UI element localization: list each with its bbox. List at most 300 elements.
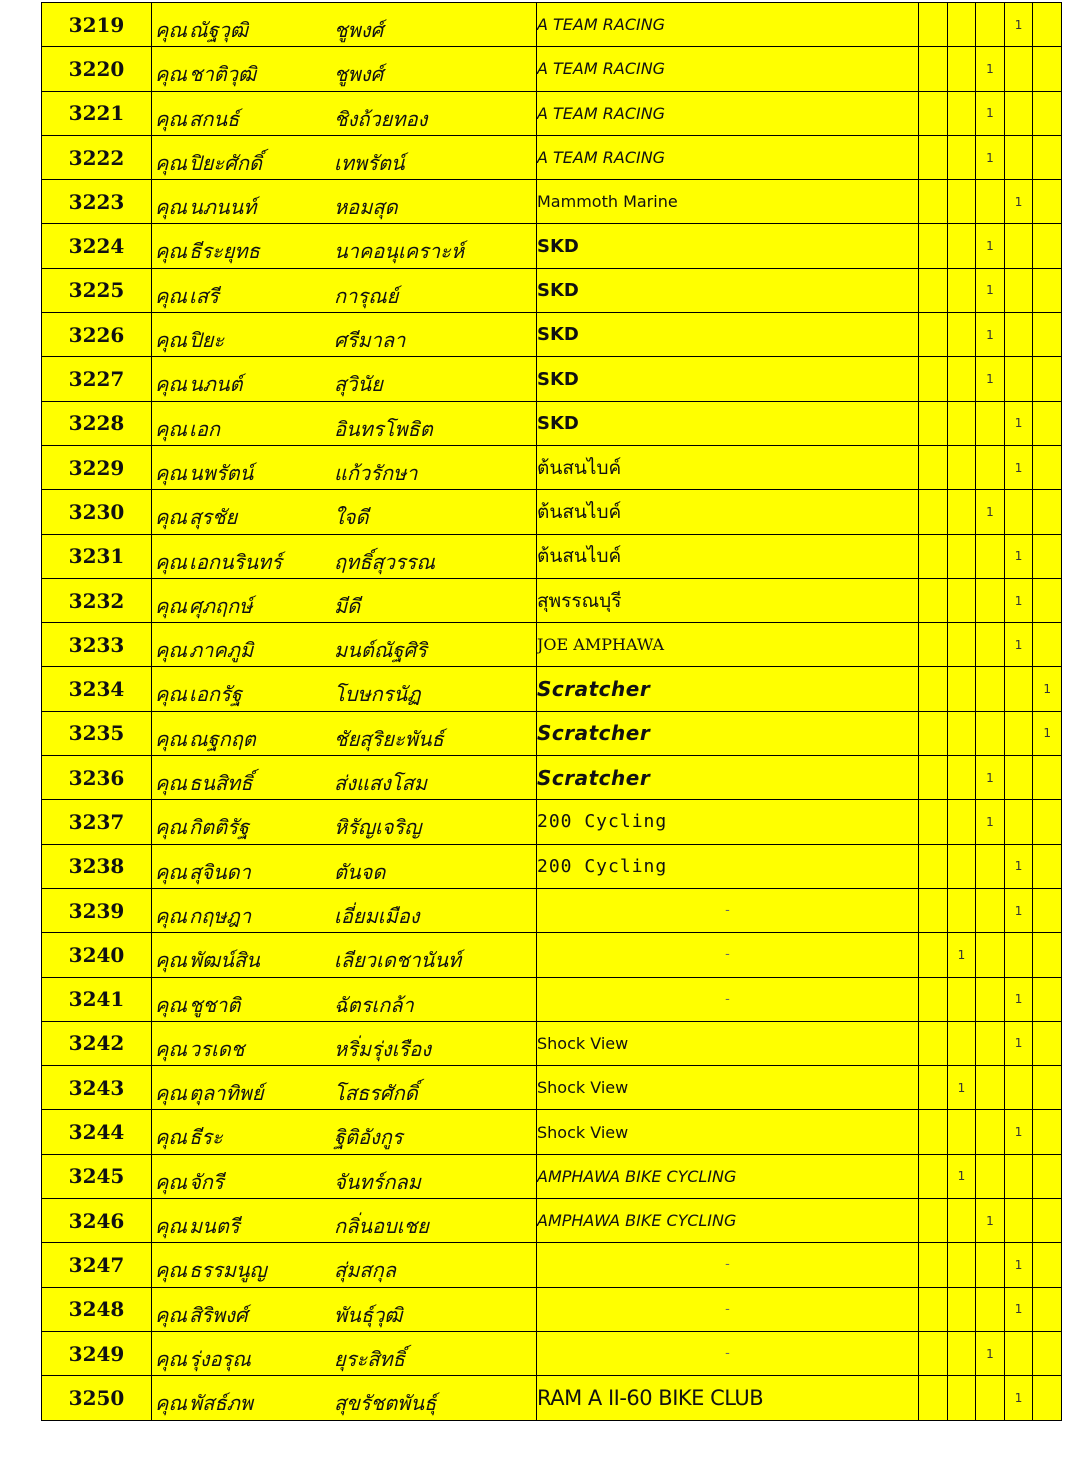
last-name: ศรีมาลา xyxy=(334,328,406,353)
last-name: นาคอนุเคราะห์ xyxy=(334,239,465,264)
category-mark-3: 1 xyxy=(976,313,1005,357)
participant-name-cell xyxy=(152,268,537,312)
category-mark-3 xyxy=(976,844,1005,888)
table-row xyxy=(42,91,1062,135)
name-title: คุณ xyxy=(155,815,187,840)
participant-name-cell xyxy=(152,224,537,268)
participant-number: 3242 xyxy=(42,1021,152,1065)
team-name: 200 Cycling xyxy=(537,844,919,888)
category-mark-1 xyxy=(919,3,948,47)
category-mark-5 xyxy=(1033,3,1062,47)
team-name: ต้นสนไบค์ xyxy=(537,445,919,489)
participant-name-cell xyxy=(152,1154,537,1198)
category-mark-2 xyxy=(947,490,976,534)
first-name: สกนธ์ xyxy=(189,106,240,131)
last-name: ฤทธิ์สุวรรณ xyxy=(334,549,435,574)
first-name: เอกนรินทร์ xyxy=(189,549,282,574)
participant-name-cell xyxy=(152,578,537,622)
participant-number: 3225 xyxy=(42,268,152,312)
table-row xyxy=(42,224,1062,268)
table-row xyxy=(42,1021,1062,1065)
category-mark-3 xyxy=(976,888,1005,932)
participant-number: 3229 xyxy=(42,445,152,489)
table-row xyxy=(42,1199,1062,1243)
name-title: คุณ xyxy=(155,18,187,42)
name-title: คุณ xyxy=(155,505,187,530)
category-mark-1 xyxy=(919,1331,948,1375)
category-mark-4 xyxy=(1004,135,1033,179)
category-mark-2 xyxy=(947,180,976,224)
category-mark-1 xyxy=(919,180,948,224)
team-name: 200 Cycling xyxy=(537,800,919,844)
participant-number: 3228 xyxy=(42,401,152,445)
category-mark-3 xyxy=(976,445,1005,489)
category-mark-1 xyxy=(919,268,948,312)
category-mark-2 xyxy=(947,756,976,800)
category-mark-5 xyxy=(1033,578,1062,622)
last-name: ตันจด xyxy=(334,859,386,884)
participant-number: 3233 xyxy=(42,623,152,667)
category-mark-2 xyxy=(947,3,976,47)
category-mark-3 xyxy=(976,1287,1005,1331)
category-mark-4: 1 xyxy=(1004,180,1033,224)
table-row xyxy=(42,1243,1062,1287)
team-name: - xyxy=(537,1287,919,1331)
name-title: คุณ xyxy=(155,328,187,353)
category-mark-3 xyxy=(976,623,1005,667)
category-mark-1 xyxy=(919,1154,948,1198)
team-name: Mammoth Marine xyxy=(537,180,919,224)
category-mark-5 xyxy=(1033,357,1062,401)
table-row xyxy=(42,313,1062,357)
category-mark-1 xyxy=(919,313,948,357)
table-row xyxy=(42,401,1062,445)
category-mark-1 xyxy=(919,357,948,401)
last-name: มีดี xyxy=(334,593,361,618)
category-mark-3: 1 xyxy=(976,490,1005,534)
participant-number: 3227 xyxy=(42,357,152,401)
name-title: คุณ xyxy=(155,992,187,1017)
table-row xyxy=(42,844,1062,888)
participant-number: 3247 xyxy=(42,1243,152,1287)
first-name: ปิยะศักดิ์ xyxy=(189,150,262,175)
category-mark-5 xyxy=(1033,180,1062,224)
participant-number: 3246 xyxy=(42,1199,152,1243)
participant-name-cell xyxy=(152,1331,537,1375)
category-mark-2 xyxy=(947,1331,976,1375)
category-mark-2 xyxy=(947,1199,976,1243)
category-mark-2 xyxy=(947,1110,976,1154)
first-name: ชูชาติ xyxy=(189,992,241,1017)
category-mark-4: 1 xyxy=(1004,1243,1033,1287)
participant-number: 3243 xyxy=(42,1066,152,1110)
last-name: เทพรัตน์ xyxy=(334,150,405,175)
category-mark-2 xyxy=(947,667,976,711)
first-name: วรเดช xyxy=(189,1036,245,1061)
category-mark-2 xyxy=(947,313,976,357)
category-mark-2 xyxy=(947,91,976,135)
category-mark-2 xyxy=(947,800,976,844)
team-name: Scratcher xyxy=(537,667,919,711)
table-row xyxy=(42,47,1062,91)
participant-number: 3236 xyxy=(42,756,152,800)
table-row xyxy=(42,1331,1062,1375)
category-mark-4 xyxy=(1004,667,1033,711)
category-mark-2: 1 xyxy=(947,1154,976,1198)
category-mark-5 xyxy=(1033,888,1062,932)
table-row xyxy=(42,1154,1062,1198)
category-mark-5 xyxy=(1033,623,1062,667)
category-mark-1 xyxy=(919,667,948,711)
team-name: - xyxy=(537,888,919,932)
category-mark-3 xyxy=(976,1376,1005,1420)
category-mark-4: 1 xyxy=(1004,844,1033,888)
table-row xyxy=(42,1287,1062,1331)
category-mark-5: 1 xyxy=(1033,667,1062,711)
category-mark-4 xyxy=(1004,91,1033,135)
team-name: ต้นสนไบค์ xyxy=(537,490,919,534)
participant-number: 3248 xyxy=(42,1287,152,1331)
category-mark-5 xyxy=(1033,933,1062,977)
category-mark-2: 1 xyxy=(947,1066,976,1110)
category-mark-4 xyxy=(1004,313,1033,357)
participant-number: 3235 xyxy=(42,711,152,755)
category-mark-2 xyxy=(947,1287,976,1331)
last-name: มนต์ณัฐศิริ xyxy=(334,638,427,663)
first-name: ชาติวุฒิ xyxy=(189,62,257,87)
last-name: สุวินัย xyxy=(334,372,383,397)
first-name: ปิยะ xyxy=(189,328,225,353)
name-title: คุณ xyxy=(155,771,187,796)
team-name: - xyxy=(537,977,919,1021)
table-row xyxy=(42,135,1062,179)
category-mark-3: 1 xyxy=(976,800,1005,844)
category-mark-5 xyxy=(1033,756,1062,800)
category-mark-5 xyxy=(1033,1243,1062,1287)
first-name: กิตติรัฐ xyxy=(189,815,249,840)
last-name: ชัยสุริยะพันธ์ xyxy=(334,726,444,751)
name-title: คุณ xyxy=(155,1169,187,1194)
category-mark-4 xyxy=(1004,1066,1033,1110)
first-name: ณัฐวุฒิ xyxy=(189,18,248,42)
name-title: คุณ xyxy=(155,682,187,707)
category-mark-4 xyxy=(1004,47,1033,91)
category-mark-1 xyxy=(919,534,948,578)
category-mark-4: 1 xyxy=(1004,445,1033,489)
participant-name-cell xyxy=(152,1376,537,1420)
table-row xyxy=(42,445,1062,489)
participant-name-cell xyxy=(152,623,537,667)
team-name: JOE AMPHAWA xyxy=(537,623,919,667)
category-mark-4 xyxy=(1004,933,1033,977)
first-name: นภนต์ xyxy=(189,372,243,397)
name-title: คุณ xyxy=(155,593,187,618)
table-row xyxy=(42,977,1062,1021)
category-mark-4: 1 xyxy=(1004,977,1033,1021)
category-mark-2 xyxy=(947,844,976,888)
category-mark-4 xyxy=(1004,490,1033,534)
category-mark-5 xyxy=(1033,445,1062,489)
participant-number: 3232 xyxy=(42,578,152,622)
first-name: ธนสิทธิ์ xyxy=(189,771,253,796)
category-mark-3: 1 xyxy=(976,357,1005,401)
first-name: นพรัตน์ xyxy=(189,460,254,485)
category-mark-3 xyxy=(976,1066,1005,1110)
category-mark-2 xyxy=(947,135,976,179)
category-mark-1 xyxy=(919,933,948,977)
last-name: สุ่มสกุล xyxy=(334,1258,396,1283)
first-name: ธีระ xyxy=(189,1125,223,1150)
first-name: ตุลาทิพย์ xyxy=(189,1081,264,1106)
team-name: AMPHAWA BIKE CYCLING xyxy=(537,1199,919,1243)
first-name: เสรี xyxy=(189,283,219,308)
participant-number: 3230 xyxy=(42,490,152,534)
last-name: ชูพงศ์ xyxy=(334,18,384,42)
category-mark-1 xyxy=(919,844,948,888)
category-mark-5 xyxy=(1033,91,1062,135)
category-mark-1 xyxy=(919,977,948,1021)
category-mark-4 xyxy=(1004,756,1033,800)
team-name: Scratcher xyxy=(537,756,919,800)
last-name: ชิงถ้วยทอง xyxy=(334,106,428,131)
table-row xyxy=(42,933,1062,977)
last-name: ยุระสิทธิ์ xyxy=(334,1346,405,1371)
team-name: SKD xyxy=(537,268,919,312)
participant-name-cell xyxy=(152,490,537,534)
first-name: จักรี xyxy=(189,1169,224,1194)
category-mark-3 xyxy=(976,1243,1005,1287)
category-mark-1 xyxy=(919,135,948,179)
category-mark-2 xyxy=(947,47,976,91)
table-row xyxy=(42,268,1062,312)
category-mark-1 xyxy=(919,224,948,268)
participant-name-cell xyxy=(152,91,537,135)
name-title: คุณ xyxy=(155,549,187,574)
participant-number: 3250 xyxy=(42,1376,152,1420)
last-name: สุขรัชตพันธุ์ xyxy=(334,1391,437,1416)
category-mark-3: 1 xyxy=(976,756,1005,800)
category-mark-1 xyxy=(919,623,948,667)
last-name: เลียวเดชานันท์ xyxy=(334,948,462,973)
name-title: คุณ xyxy=(155,460,187,485)
category-mark-5 xyxy=(1033,1154,1062,1198)
first-name: ภาคภูมิ xyxy=(189,638,254,663)
category-mark-3: 1 xyxy=(976,91,1005,135)
participant-name-cell xyxy=(152,667,537,711)
last-name: หริ่มรุ่งเรือง xyxy=(334,1036,431,1061)
name-title: คุณ xyxy=(155,1346,187,1371)
participant-name-cell xyxy=(152,977,537,1021)
last-name: กลิ่นอบเชย xyxy=(334,1214,429,1239)
last-name: ส่งแสงโสม xyxy=(334,771,427,796)
participant-name-cell xyxy=(152,1021,537,1065)
participant-number: 3222 xyxy=(42,135,152,179)
category-mark-1 xyxy=(919,91,948,135)
category-mark-4: 1 xyxy=(1004,534,1033,578)
participant-number: 3220 xyxy=(42,47,152,91)
participant-name-cell xyxy=(152,1066,537,1110)
table-row xyxy=(42,888,1062,932)
team-name: SKD xyxy=(537,313,919,357)
category-mark-4: 1 xyxy=(1004,1376,1033,1420)
category-mark-1 xyxy=(919,888,948,932)
participant-number: 3241 xyxy=(42,977,152,1021)
name-title: คุณ xyxy=(155,903,187,928)
team-name: SKD xyxy=(537,401,919,445)
first-name: นภนนท์ xyxy=(189,195,257,220)
category-mark-4 xyxy=(1004,357,1033,401)
participant-name-cell xyxy=(152,534,537,578)
participant-name-cell xyxy=(152,1199,537,1243)
participant-name-cell xyxy=(152,844,537,888)
category-mark-5 xyxy=(1033,268,1062,312)
category-mark-3 xyxy=(976,933,1005,977)
participant-number: 3237 xyxy=(42,800,152,844)
name-title: คุณ xyxy=(155,1302,187,1327)
last-name: หิรัญเจริญ xyxy=(334,815,422,840)
category-mark-3: 1 xyxy=(976,47,1005,91)
category-mark-3 xyxy=(976,1021,1005,1065)
category-mark-2 xyxy=(947,1376,976,1420)
category-mark-3 xyxy=(976,401,1005,445)
category-mark-5 xyxy=(1033,1287,1062,1331)
last-name: พันธุ์วุฒิ xyxy=(334,1302,403,1327)
name-title: คุณ xyxy=(155,416,187,441)
table-row xyxy=(42,1066,1062,1110)
category-mark-5 xyxy=(1033,977,1062,1021)
participant-name-cell xyxy=(152,711,537,755)
category-mark-1 xyxy=(919,1110,948,1154)
category-mark-2 xyxy=(947,357,976,401)
team-name: SKD xyxy=(537,357,919,401)
last-name: ชูพงศ์ xyxy=(334,62,384,87)
category-mark-5 xyxy=(1033,135,1062,179)
category-mark-1 xyxy=(919,756,948,800)
category-mark-2: 1 xyxy=(947,933,976,977)
category-mark-3 xyxy=(976,534,1005,578)
first-name: เอกรัฐ xyxy=(189,682,242,707)
table-row xyxy=(42,180,1062,224)
category-mark-3 xyxy=(976,1154,1005,1198)
category-mark-1 xyxy=(919,1066,948,1110)
category-mark-4 xyxy=(1004,1154,1033,1198)
team-name: A TEAM RACING xyxy=(537,135,919,179)
category-mark-5 xyxy=(1033,401,1062,445)
first-name: ธีระยุทธ xyxy=(189,239,260,264)
name-title: คุณ xyxy=(155,859,187,884)
category-mark-4 xyxy=(1004,1331,1033,1375)
category-mark-4 xyxy=(1004,224,1033,268)
participant-number: 3245 xyxy=(42,1154,152,1198)
category-mark-1 xyxy=(919,578,948,622)
last-name: โบษกรนัฏ xyxy=(334,682,421,707)
category-mark-2 xyxy=(947,1243,976,1287)
participant-number: 3226 xyxy=(42,313,152,357)
name-title: คุณ xyxy=(155,372,187,397)
participant-name-cell xyxy=(152,357,537,401)
first-name: พัสธ์ภพ xyxy=(189,1391,253,1416)
category-mark-4 xyxy=(1004,268,1033,312)
category-mark-1 xyxy=(919,1021,948,1065)
name-title: คุณ xyxy=(155,1258,187,1283)
category-mark-5 xyxy=(1033,47,1062,91)
last-name: อินทรโพธิต xyxy=(334,416,433,441)
team-name: Shock View xyxy=(537,1066,919,1110)
team-name: Shock View xyxy=(537,1110,919,1154)
participant-name-cell xyxy=(152,401,537,445)
table-row xyxy=(42,357,1062,401)
last-name: การุณย์ xyxy=(334,283,399,308)
participant-table xyxy=(41,2,1062,1421)
category-mark-2 xyxy=(947,534,976,578)
participant-number: 3234 xyxy=(42,667,152,711)
table-row xyxy=(42,490,1062,534)
category-mark-3: 1 xyxy=(976,268,1005,312)
first-name: สุจินดา xyxy=(189,859,251,884)
participant-name-cell xyxy=(152,313,537,357)
name-title: คุณ xyxy=(155,1036,187,1061)
participant-name-cell xyxy=(152,756,537,800)
name-title: คุณ xyxy=(155,1214,187,1239)
participant-number: 3240 xyxy=(42,933,152,977)
participant-name-cell xyxy=(152,933,537,977)
table-row xyxy=(42,1110,1062,1154)
last-name: โสธรศักดิ์ xyxy=(334,1081,418,1106)
table-row xyxy=(42,534,1062,578)
category-mark-4: 1 xyxy=(1004,623,1033,667)
team-name: A TEAM RACING xyxy=(537,47,919,91)
participant-name-cell xyxy=(152,1110,537,1154)
team-name: AMPHAWA BIKE CYCLING xyxy=(537,1154,919,1198)
participant-number: 3223 xyxy=(42,180,152,224)
participant-name-cell xyxy=(152,800,537,844)
category-mark-3 xyxy=(976,578,1005,622)
participant-name-cell xyxy=(152,445,537,489)
category-mark-3: 1 xyxy=(976,224,1005,268)
category-mark-1 xyxy=(919,47,948,91)
category-mark-4 xyxy=(1004,1199,1033,1243)
name-title: คุณ xyxy=(155,283,187,308)
category-mark-3 xyxy=(976,1110,1005,1154)
name-title: คุณ xyxy=(155,1081,187,1106)
category-mark-4: 1 xyxy=(1004,888,1033,932)
category-mark-1 xyxy=(919,1199,948,1243)
participant-number: 3238 xyxy=(42,844,152,888)
participant-name-cell xyxy=(152,888,537,932)
last-name: แก้วรักษา xyxy=(334,460,418,485)
category-mark-5: 1 xyxy=(1033,711,1062,755)
category-mark-5 xyxy=(1033,1376,1062,1420)
first-name: ธรรมนูญ xyxy=(189,1258,267,1283)
first-name: พัฒน์สิน xyxy=(189,948,260,973)
category-mark-2 xyxy=(947,224,976,268)
first-name: ศุภฤกษ์ xyxy=(189,593,253,618)
category-mark-5 xyxy=(1033,1331,1062,1375)
category-mark-1 xyxy=(919,1287,948,1331)
category-mark-2 xyxy=(947,268,976,312)
participant-number: 3249 xyxy=(42,1331,152,1375)
team-name: ต้นสนไบค์ xyxy=(537,534,919,578)
category-mark-2 xyxy=(947,711,976,755)
category-mark-3: 1 xyxy=(976,135,1005,179)
category-mark-2 xyxy=(947,977,976,1021)
table-row xyxy=(42,623,1062,667)
table-row xyxy=(42,3,1062,47)
table-row xyxy=(42,756,1062,800)
category-mark-1 xyxy=(919,490,948,534)
category-mark-5 xyxy=(1033,1110,1062,1154)
participant-name-cell xyxy=(152,1243,537,1287)
